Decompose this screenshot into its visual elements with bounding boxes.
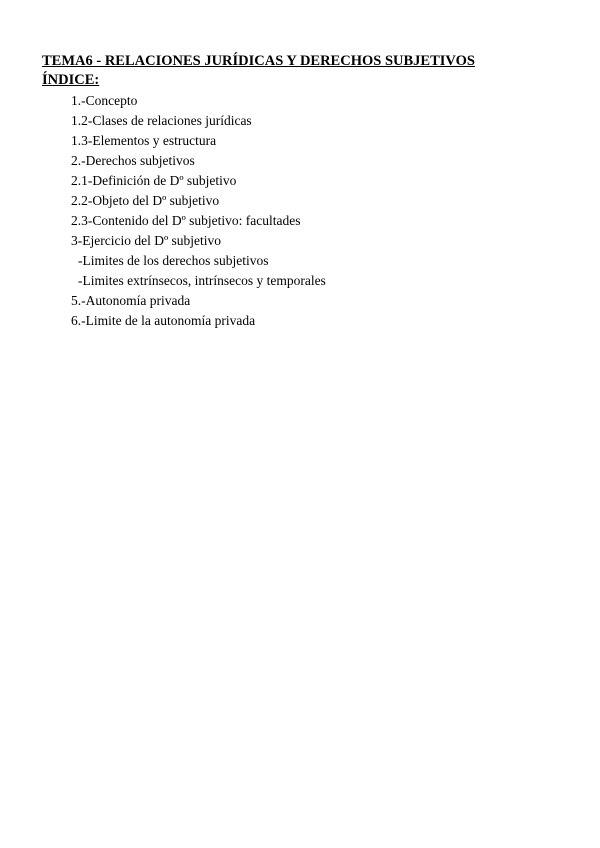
- toc-item: 2.1-Definición de Dº subjetivo: [71, 173, 237, 188]
- toc-item: -Limites de los derechos subjetivos: [78, 253, 269, 268]
- toc-item: 6.-Limite de la autonomía privada: [71, 313, 256, 328]
- toc-item: 1.-Concepto: [71, 93, 138, 108]
- index-heading: ÍNDICE:: [42, 72, 100, 88]
- toc-item: 2.3-Contenido del Dº subjetivo: facultades: [71, 213, 301, 228]
- document-title: TEMA6 - RELACIONES JURÍDICAS Y DERECHOS SUBJETIVOS: [42, 53, 475, 69]
- toc-item: 5.-Autonomía privada: [71, 293, 191, 308]
- toc-item: -Limites extrínsecos, intrínsecos y temporales: [78, 273, 326, 288]
- table-of-contents: [71, 91, 326, 331]
- toc-item: 2.2-Objeto del Dº subjetivo: [71, 193, 220, 208]
- toc-item: 3-Ejercicio del Dº subjetivo: [71, 233, 222, 248]
- toc-item: 1.2-Clases de relaciones jurídicas: [71, 113, 252, 128]
- toc-item: 2.-Derechos subjetivos: [71, 153, 195, 168]
- toc-item: 1.3-Elementos y estructura: [71, 133, 217, 148]
